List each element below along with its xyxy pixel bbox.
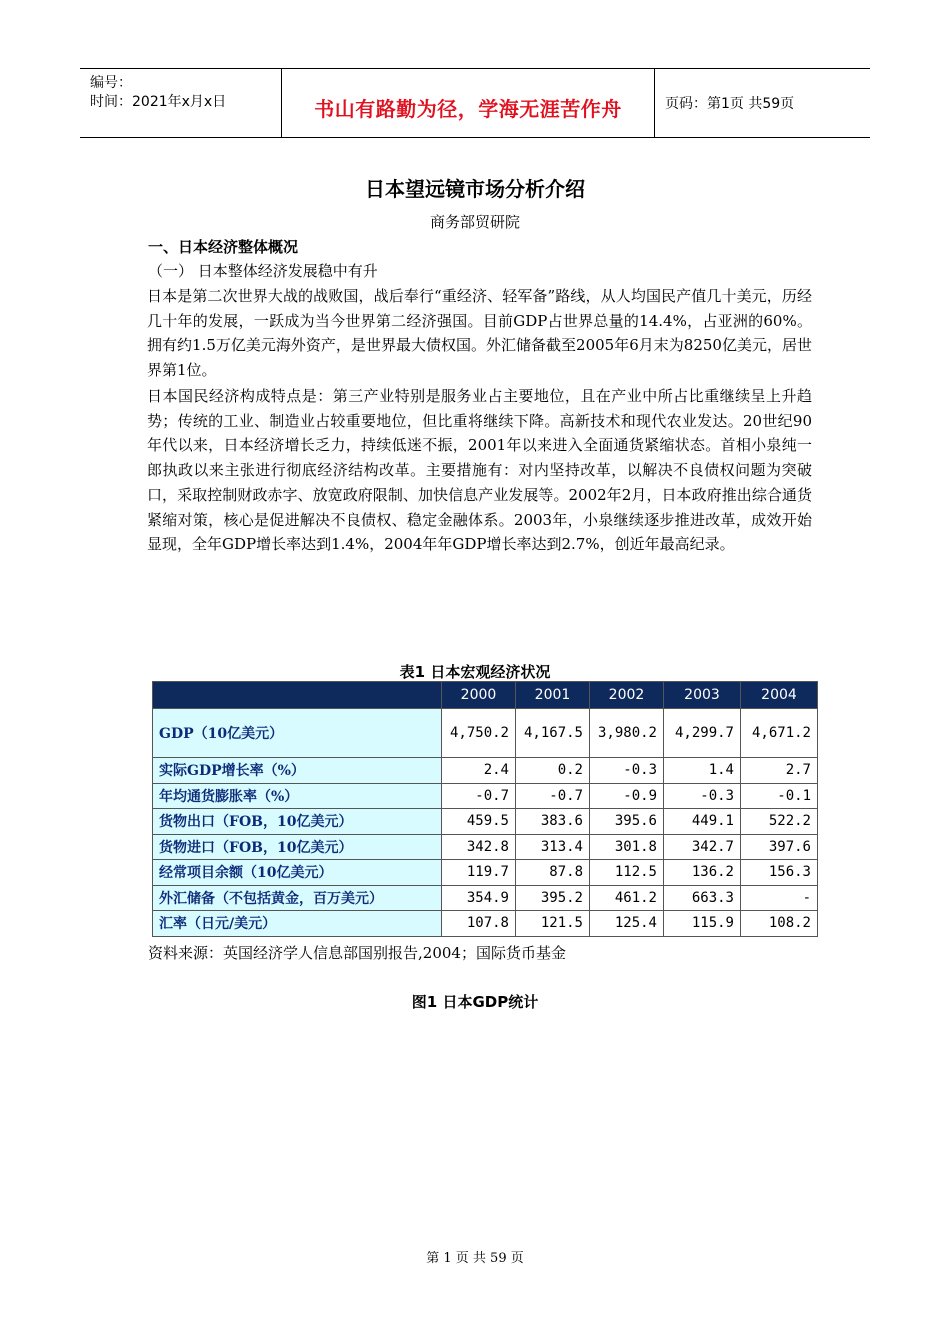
table-cell: 342.7 — [664, 834, 741, 860]
row-label: 年均通货膨胀率（%） — [153, 783, 442, 809]
row-label: 货物进口（FOB，10亿美元） — [153, 834, 442, 860]
year-header: 2002 — [590, 682, 664, 709]
table-cell: 313.4 — [516, 834, 590, 860]
table-cell: 136.2 — [664, 860, 741, 886]
table-cell: 2.4 — [442, 758, 516, 784]
table-caption: 表1 日本宏观经济状况 — [399, 663, 551, 681]
page-info: 页码：第1页 共59页 — [665, 96, 795, 112]
figure-caption: 图1 日本GDP统计 — [411, 993, 539, 1011]
table-row — [153, 885, 818, 911]
table-cell: 383.6 — [516, 809, 590, 835]
header-motto-cell — [282, 69, 655, 137]
table-cell: 459.5 — [442, 809, 516, 835]
table-row — [153, 809, 818, 835]
table-cell: 4,671.2 — [741, 709, 818, 758]
table-cell: -0.3 — [590, 758, 664, 784]
subsection-heading: （一） 日本整体经济发展稳中有升 — [148, 262, 378, 280]
table-cell: 107.8 — [442, 911, 516, 937]
table-cell: 397.6 — [741, 834, 818, 860]
row-label: 外汇储备（不包括黄金，百万美元） — [153, 885, 442, 911]
table-cell: 112.5 — [590, 860, 664, 886]
table-cell: 395.6 — [590, 809, 664, 835]
header-blank — [153, 682, 442, 709]
paragraph-overview: 日本是第二次世界大战的战败国，战后奉行“重经济、轻军备”路线，从人均国民产值几十美元，历经几十年的发展，一跃成为当今世界第二经济强国。目前GDP占世界总量的14.4%，占亚洲的60%。拥有约1.5万亿美元海外资产，是世界最大债权国。外汇储备截至2005年6月末为8250亿美元，居世界第1位。 — [147, 287, 812, 380]
table-cell: 342.8 — [442, 834, 516, 860]
table-cell: -0.3 — [664, 783, 741, 809]
table-cell: 522.2 — [741, 809, 818, 835]
table-cell: 3,980.2 — [590, 709, 664, 758]
row-label: 汇率（日元/美元） — [153, 911, 442, 937]
row-label: GDP（10亿美元） — [153, 709, 442, 758]
table-cell: 125.4 — [590, 911, 664, 937]
table-cell: 156.3 — [741, 860, 818, 886]
table-cell: 301.8 — [590, 834, 664, 860]
table-cell: 87.8 — [516, 860, 590, 886]
table-cell: 108.2 — [741, 911, 818, 937]
number-label: 编号： — [90, 75, 132, 91]
document-title: 日本望远镜市场分析介绍 — [365, 177, 585, 201]
row-label: 货物出口（FOB，10亿美元） — [153, 809, 442, 835]
year-header: 2004 — [741, 682, 818, 709]
table-cell: 395.2 — [516, 885, 590, 911]
table-cell: -0.7 — [516, 783, 590, 809]
paragraph-structure: 日本国民经济构成特点是：第三产业特别是服务业占主要地位，且在产业中所占比重继续呈上升趋势；传统的工业、制造业占较重要地位，但比重将继续下降。高新技术和现代农业发达。20世纪90年代以来，日本经济增长乏力，持续低迷不振，2001年以来进入全面通货紧缩状态。首相小泉纯一郎执政以来主张进行彻底经济结构改革。主要措施有：对内坚持改革，以解决不良债权问题为突破口，采取控制财政赤字、放宽政府限制、加快信息产业发展等。2002年2月，日本政府推出综合通货紧缩对策，核心是促进解决不良债权、稳定金融体系。2003年，小泉继续逐步推进改革，成效开始显现，全年GDP增长率达到1.4%，2004年年GDP增长率达到2.7%，创近年最高纪录。 — [147, 387, 812, 554]
motto-text: 书山有路勤为径，学海无涯苦作舟 — [314, 97, 622, 121]
macro-economy-table — [152, 681, 818, 937]
table-cell: 663.3 — [664, 885, 741, 911]
header-meta-cell — [80, 69, 282, 137]
row-label: 实际GDP增长率（%） — [153, 758, 442, 784]
table-row — [153, 709, 818, 758]
table-cell: 4,167.5 — [516, 709, 590, 758]
table-cell: 115.9 — [664, 911, 741, 937]
year-header: 2001 — [516, 682, 590, 709]
table-cell: -0.1 — [741, 783, 818, 809]
table-cell: 4,750.2 — [442, 709, 516, 758]
table-cell: -0.7 — [442, 783, 516, 809]
document-header — [80, 68, 870, 138]
table-header-row — [153, 682, 818, 709]
table-cell: 121.5 — [516, 911, 590, 937]
table-row — [153, 758, 818, 784]
time-label: 时间：2021年x月x日 — [90, 94, 227, 110]
table-cell: 2.7 — [741, 758, 818, 784]
table-cell: 119.7 — [442, 860, 516, 886]
row-label: 经常项目余额（10亿美元） — [153, 860, 442, 886]
table-row — [153, 834, 818, 860]
table-cell: -0.9 — [590, 783, 664, 809]
section-heading: 一、日本经济整体概况 — [148, 238, 299, 256]
table-cell: 449.1 — [664, 809, 741, 835]
table-row — [153, 911, 818, 937]
page-footer: 第 1 页 共 59 页 — [426, 1251, 524, 1266]
table-cell: 0.2 — [516, 758, 590, 784]
table-cell: 354.9 — [442, 885, 516, 911]
table-source: 资料来源：英国经济学人信息部国别报告,2004；国际货币基金 — [148, 944, 566, 962]
table-cell: 1.4 — [664, 758, 741, 784]
year-header: 2003 — [664, 682, 741, 709]
table-cell: 4,299.7 — [664, 709, 741, 758]
table-cell: - — [741, 885, 818, 911]
table-cell: 461.2 — [590, 885, 664, 911]
document-subtitle: 商务部贸研院 — [429, 213, 520, 231]
table-row — [153, 860, 818, 886]
table-row — [153, 783, 818, 809]
year-header: 2000 — [442, 682, 516, 709]
